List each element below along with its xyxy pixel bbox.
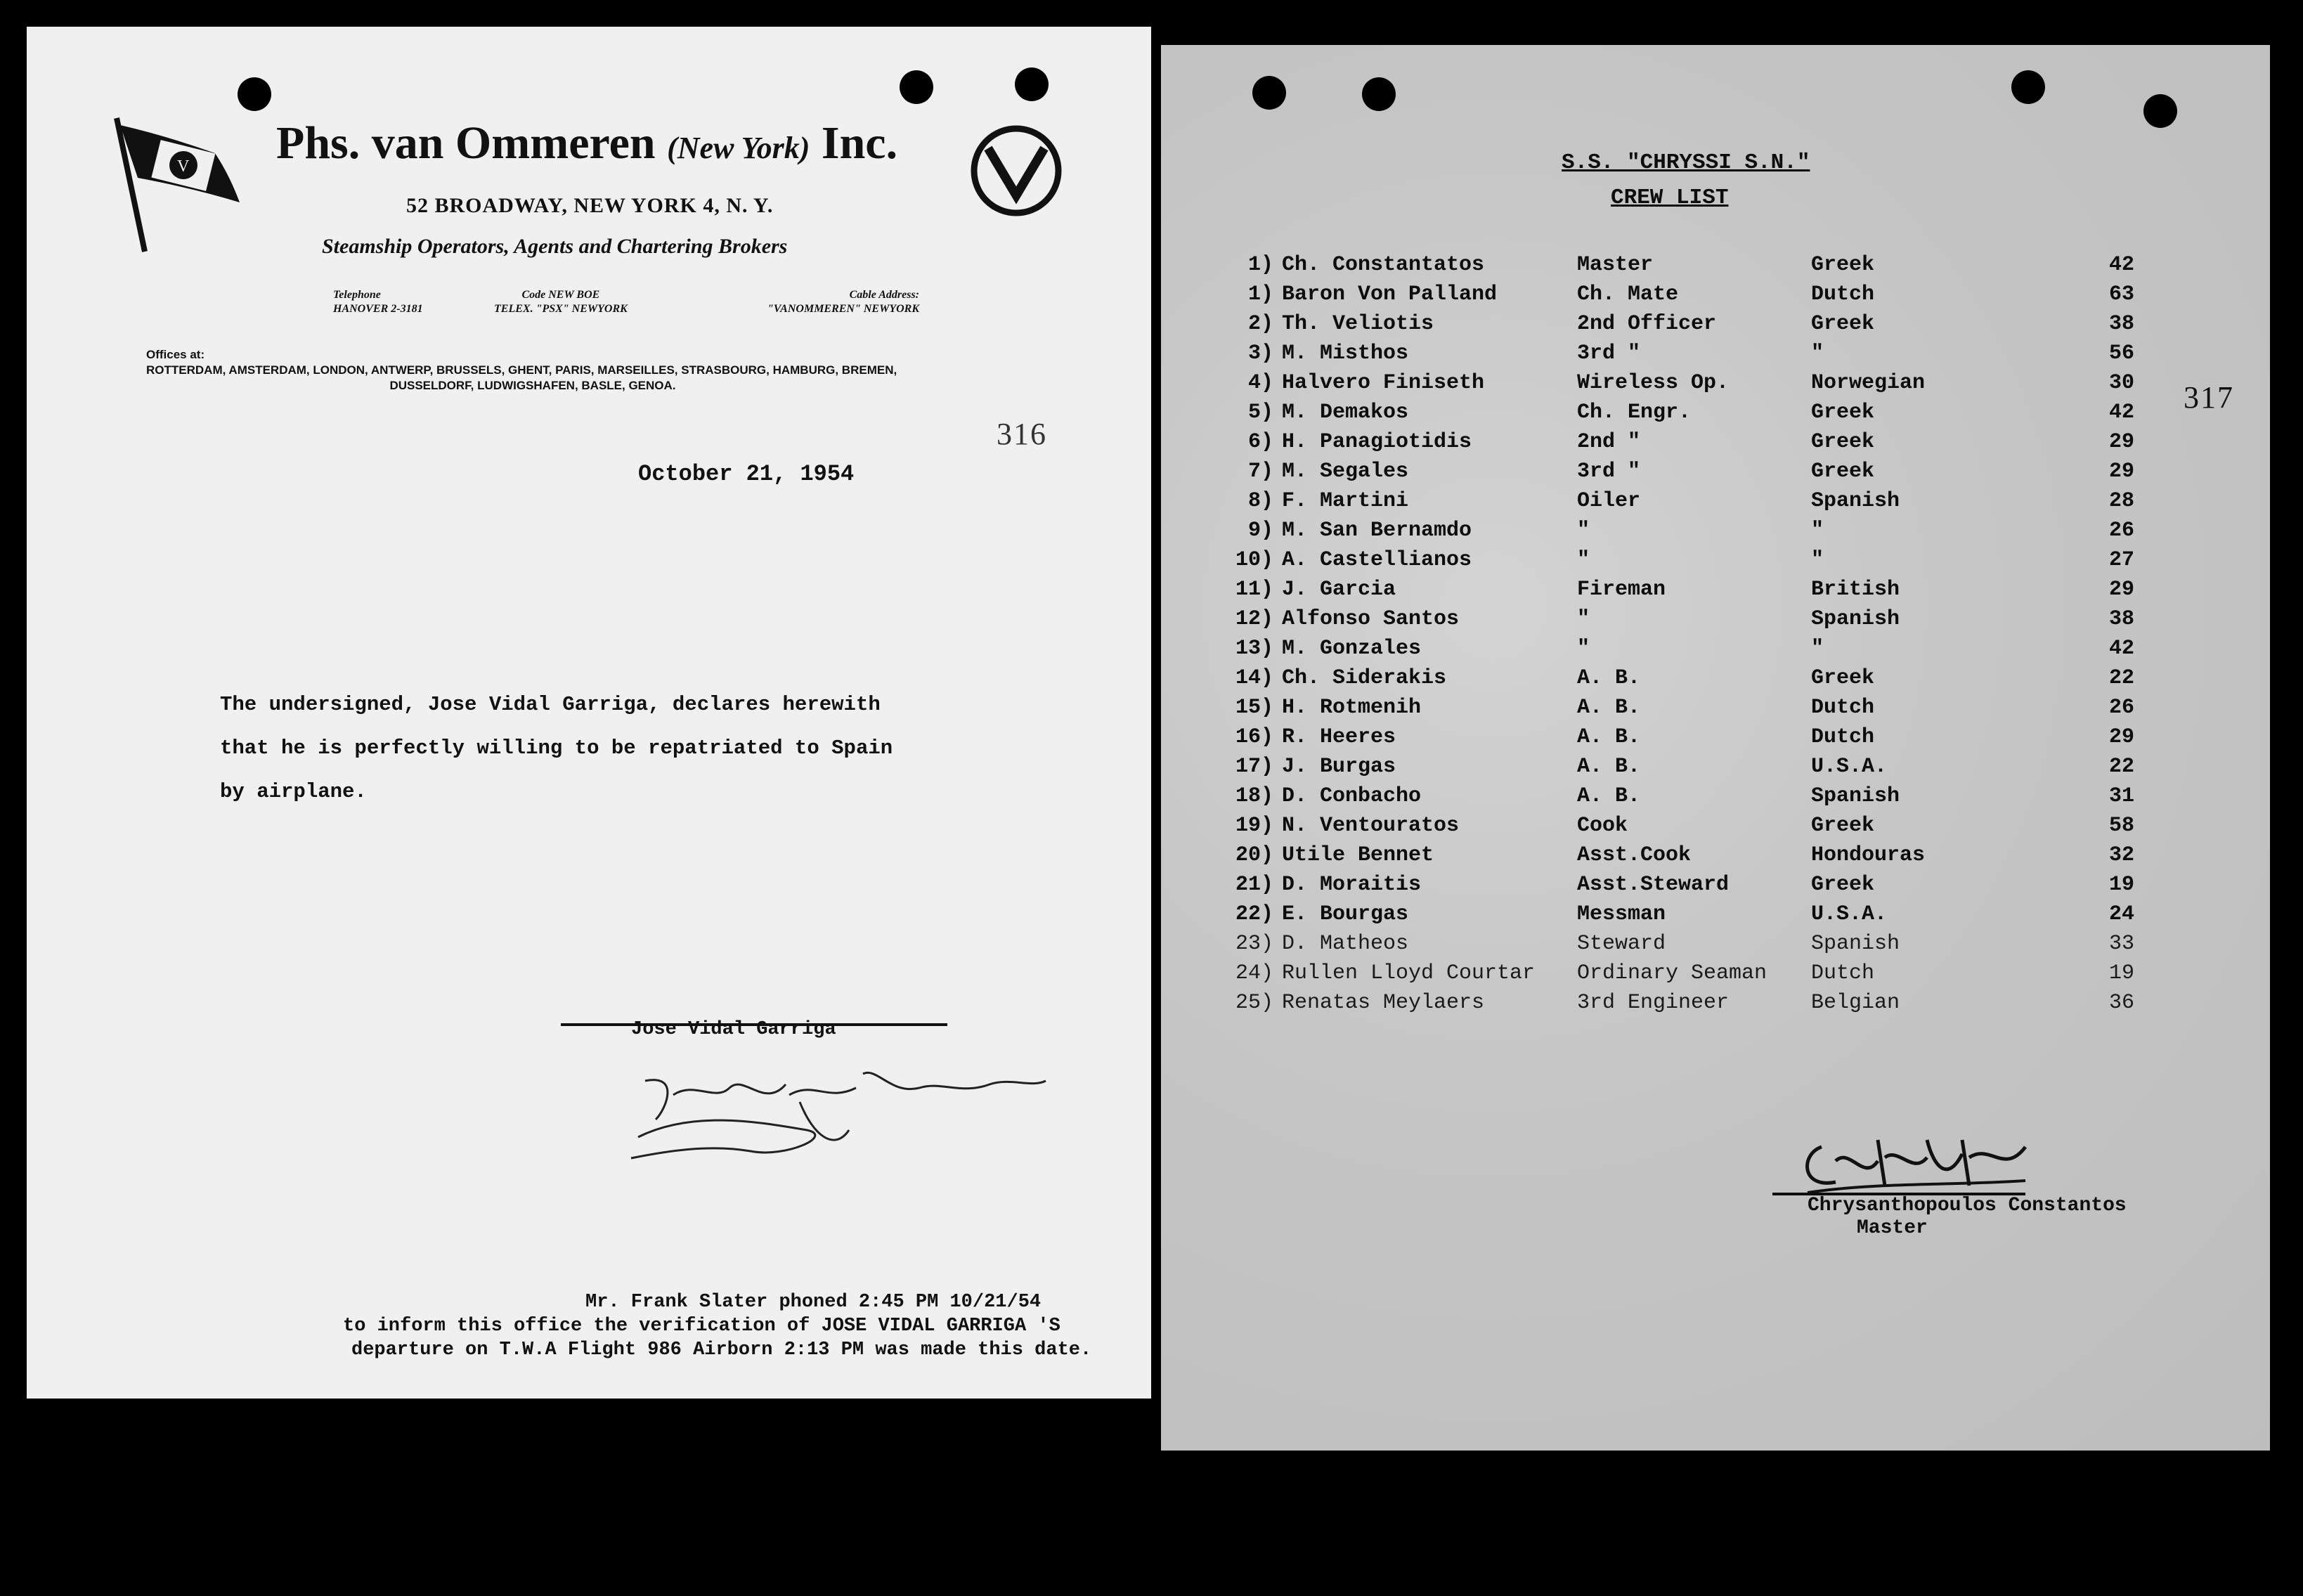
- company-name: [276, 117, 979, 170]
- crew-rank: Wireless Op.: [1577, 371, 1730, 395]
- body-line: that he is perfectly willing to be repatriated to Spain: [220, 737, 893, 760]
- crew-name: F. Martini: [1282, 489, 1409, 513]
- punch-hole: [1252, 76, 1286, 110]
- ship-title: S.S. "CHRYSSI S.N.": [1562, 150, 1810, 175]
- master-name: Chrysanthopoulos Constantos: [1808, 1195, 2127, 1217]
- crew-nationality: Dutch: [1811, 725, 1875, 749]
- crew-number: 3): [1247, 342, 1273, 365]
- crew-number: 23): [1235, 932, 1273, 956]
- crew-row: [1161, 401, 2270, 429]
- crew-nationality: Spanish: [1811, 932, 1900, 956]
- crew-rank: A. B.: [1577, 755, 1641, 779]
- crew-rank: 2nd Officer: [1577, 312, 1717, 336]
- crew-row: [1161, 430, 2270, 458]
- crew-nationality: U.S.A.: [1811, 902, 1888, 926]
- crew-age: 24: [2108, 902, 2134, 926]
- crew-number: 19): [1235, 814, 1273, 838]
- crew-row: [1161, 342, 2270, 370]
- crew-nationality: Spanish: [1811, 607, 1900, 631]
- crew-name: M. Misthos: [1282, 342, 1409, 365]
- crew-age: 29: [2108, 578, 2134, 602]
- crew-rank: ": [1577, 519, 1590, 543]
- company-address: 52 BROADWAY, NEW YORK 4, N. Y.: [406, 194, 774, 217]
- crew-age: 36: [2108, 991, 2134, 1015]
- crew-number: 5): [1247, 401, 1273, 424]
- crew-row: [1161, 843, 2270, 871]
- company-main: Phs. van Ommeren: [276, 117, 656, 169]
- crew-nationality: ": [1811, 548, 1824, 572]
- verification-note-line: to inform this office the verification of JOSE VIDAL GARRIGA 'S: [343, 1316, 1060, 1337]
- telex-block: [494, 288, 628, 316]
- telephone-value: HANOVER 2-3181: [333, 303, 423, 315]
- crew-rank: Ordinary Seaman: [1577, 961, 1767, 985]
- crew-age: 63: [2108, 283, 2134, 306]
- crew-rank: Cook: [1577, 814, 1628, 838]
- page-number: 316: [997, 417, 1047, 451]
- crew-row: [1161, 696, 2270, 724]
- crew-rank: Master: [1577, 253, 1654, 277]
- crew-number: 25): [1235, 991, 1273, 1015]
- crew-rank: ": [1577, 637, 1590, 661]
- company-flag-logo: [89, 97, 250, 259]
- crew-name: D. Conbacho: [1282, 784, 1422, 808]
- crew-rank: Asst.Steward: [1577, 873, 1730, 897]
- company-location: (New York): [667, 131, 810, 165]
- crew-number: 16): [1235, 725, 1273, 749]
- crew-nationality: Hondouras: [1811, 843, 1926, 867]
- crew-nationality: ": [1811, 342, 1824, 365]
- crew-row: [1161, 873, 2270, 901]
- crew-row: [1161, 519, 2270, 547]
- crew-age: 27: [2108, 548, 2134, 572]
- crew-name: J. Garcia: [1282, 578, 1396, 602]
- crew-name: M. Demakos: [1282, 401, 1409, 424]
- crew-name: D. Matheos: [1282, 932, 1409, 956]
- crew-nationality: Greek: [1811, 814, 1875, 838]
- crew-number: 24): [1235, 961, 1273, 985]
- crew-row: [1161, 755, 2270, 783]
- crew-nationality: Greek: [1811, 460, 1875, 484]
- punch-hole: [2143, 94, 2177, 128]
- crew-name: Ch. Constantatos: [1282, 253, 1485, 277]
- crew-name: D. Moraitis: [1282, 873, 1422, 897]
- crew-nationality: Greek: [1811, 312, 1875, 336]
- punch-hole: [900, 70, 933, 104]
- crew-name: M. San Bernamdo: [1282, 519, 1472, 543]
- crew-number: 4): [1247, 371, 1273, 395]
- telephone-block: [333, 288, 423, 316]
- crew-nationality: Greek: [1811, 430, 1875, 454]
- crew-nationality: U.S.A.: [1811, 755, 1888, 779]
- crew-age: 38: [2108, 607, 2134, 631]
- crew-nationality: Greek: [1811, 873, 1875, 897]
- crew-rank: Asst.Cook: [1577, 843, 1692, 867]
- offices-label: Offices at:: [146, 348, 205, 361]
- crew-row: [1161, 489, 2270, 517]
- crew-row: [1161, 607, 2270, 635]
- crew-nationality: ": [1811, 637, 1824, 661]
- signatory-name: Jose Vidal Garriga: [631, 1019, 836, 1040]
- crew-number: 10): [1235, 548, 1273, 572]
- punch-hole: [2011, 70, 2045, 104]
- cable-label: Cable Address:: [849, 289, 919, 301]
- crew-name: Rullen Lloyd Courtar: [1282, 961, 1536, 985]
- handwritten-signature: [624, 1053, 1060, 1172]
- crew-rank: Messman: [1577, 902, 1666, 926]
- crew-name: A. Castellianos: [1282, 548, 1472, 572]
- crew-age: 42: [2108, 401, 2134, 424]
- crew-nationality: ": [1811, 519, 1824, 543]
- crew-rank: 2nd ": [1577, 430, 1641, 454]
- crew-name: N. Ventouratos: [1282, 814, 1460, 838]
- crew-age: 58: [2108, 814, 2134, 838]
- crew-nationality: Greek: [1811, 666, 1875, 690]
- offices-list: [146, 347, 1074, 394]
- crew-row: [1161, 784, 2270, 812]
- crew-age: 19: [2108, 961, 2134, 985]
- svg-text:V: V: [177, 157, 190, 176]
- crew-nationality: Dutch: [1811, 696, 1875, 720]
- crew-number: 17): [1235, 755, 1273, 779]
- punch-hole: [1362, 77, 1396, 111]
- crew-row: [1161, 371, 2270, 399]
- crew-row: [1161, 961, 2270, 990]
- company-suffix: Inc.: [821, 117, 898, 169]
- crew-number: 9): [1247, 519, 1273, 543]
- crew-row: [1161, 460, 2270, 488]
- crew-rank: A. B.: [1577, 666, 1641, 690]
- telex-value: TELEX. "PSX" NEWYORK: [494, 303, 628, 315]
- crew-number: 15): [1235, 696, 1273, 720]
- crew-name: Ch. Siderakis: [1282, 666, 1447, 690]
- crew-row: [1161, 666, 2270, 694]
- crew-row: [1161, 253, 2270, 281]
- crew-rank: A. B.: [1577, 784, 1641, 808]
- crew-list-sheet: [1161, 45, 2270, 1451]
- page-number: 317: [2184, 380, 2234, 415]
- crew-name: J. Burgas: [1282, 755, 1396, 779]
- crew-age: 33: [2108, 932, 2134, 956]
- letter-sheet: [27, 27, 1151, 1399]
- crew-row: [1161, 283, 2270, 311]
- offices-line: ROTTERDAM, AMSTERDAM, LONDON, ANTWERP, BRUSSELS, GHENT, PARIS, MARSEILLES, STRASBOURG, HAMBURG, BREMEN,: [146, 363, 897, 377]
- crew-age: 42: [2108, 253, 2134, 277]
- offices-line: DUSSELDORF, LUDWIGSHAFEN, BASLE, GENOA.: [389, 379, 676, 392]
- crew-age: 30: [2108, 371, 2134, 395]
- crew-age: 28: [2108, 489, 2134, 513]
- crew-number: 1): [1247, 283, 1273, 306]
- crew-age: 22: [2108, 755, 2134, 779]
- crew-row: [1161, 814, 2270, 842]
- telephone-label: Telephone: [333, 289, 381, 301]
- code-label: Code NEW BOE: [521, 289, 600, 301]
- master-title: Master: [1857, 1217, 1928, 1239]
- crew-row: [1161, 725, 2270, 753]
- crew-rank: Ch. Engr.: [1577, 401, 1692, 424]
- crew-number: 12): [1235, 607, 1273, 631]
- crew-name: Halvero Finiseth: [1282, 371, 1485, 395]
- crew-rank: Steward: [1577, 932, 1666, 956]
- crew-nationality: Spanish: [1811, 489, 1900, 513]
- crew-rank: Oiler: [1577, 489, 1641, 513]
- crew-number: 13): [1235, 637, 1273, 661]
- crew-row: [1161, 312, 2270, 340]
- crew-name: M. Gonzales: [1282, 637, 1422, 661]
- crew-row: [1161, 578, 2270, 606]
- crew-number: 8): [1247, 489, 1273, 513]
- crew-number: 18): [1235, 784, 1273, 808]
- crew-name: Baron Von Palland: [1282, 283, 1498, 306]
- crew-row: [1161, 932, 2270, 960]
- crew-number: 1): [1247, 253, 1273, 277]
- cable-block: [722, 288, 919, 316]
- crew-age: 29: [2108, 460, 2134, 484]
- crew-age: 26: [2108, 696, 2134, 720]
- crew-nationality: Greek: [1811, 253, 1875, 277]
- crew-age: 38: [2108, 312, 2134, 336]
- crew-rank: 3rd ": [1577, 460, 1641, 484]
- crew-age: 29: [2108, 725, 2134, 749]
- crew-name: H. Panagiotidis: [1282, 430, 1472, 454]
- crew-number: 14): [1235, 666, 1273, 690]
- master-signature: [1793, 1119, 2032, 1203]
- crew-number: 20): [1235, 843, 1273, 867]
- crew-age: 29: [2108, 430, 2134, 454]
- crew-rank: A. B.: [1577, 696, 1641, 720]
- crew-nationality: Spanish: [1811, 784, 1900, 808]
- crew-list-title: CREW LIST: [1611, 186, 1729, 210]
- crew-rank: Ch. Mate: [1577, 283, 1679, 306]
- crew-name: M. Segales: [1282, 460, 1409, 484]
- crew-row: [1161, 902, 2270, 930]
- verification-note-line: Mr. Frank Slater phoned 2:45 PM 10/21/54: [585, 1292, 1042, 1313]
- punch-hole: [1015, 67, 1049, 101]
- crew-row: [1161, 637, 2270, 665]
- crew-rank: 3rd ": [1577, 342, 1641, 365]
- crew-number: 2): [1247, 312, 1273, 336]
- crew-rank: ": [1577, 607, 1590, 631]
- crew-name: Th. Veliotis: [1282, 312, 1434, 336]
- verification-note-line: departure on T.W.A Flight 986 Airborn 2:13 PM was made this date.: [351, 1339, 1092, 1361]
- crew-rank: A. B.: [1577, 725, 1641, 749]
- crew-name: R. Heeres: [1282, 725, 1396, 749]
- crew-name: Renatas Meylaers: [1282, 991, 1485, 1015]
- crew-row: [1161, 991, 2270, 1019]
- crew-nationality: Dutch: [1811, 283, 1875, 306]
- crew-age: 42: [2108, 637, 2134, 661]
- crew-name: E. Bourgas: [1282, 902, 1409, 926]
- crew-age: 56: [2108, 342, 2134, 365]
- body-line: by airplane.: [220, 780, 367, 803]
- crew-age: 32: [2108, 843, 2134, 867]
- crew-nationality: Dutch: [1811, 961, 1875, 985]
- crew-row: [1161, 548, 2270, 576]
- crew-nationality: British: [1811, 578, 1900, 602]
- crew-name: Alfonso Santos: [1282, 607, 1460, 631]
- crew-nationality: Greek: [1811, 401, 1875, 424]
- crew-age: 22: [2108, 666, 2134, 690]
- crew-age: 31: [2108, 784, 2134, 808]
- crew-name: Utile Bennet: [1282, 843, 1434, 867]
- crew-nationality: Norwegian: [1811, 371, 1926, 395]
- letter-date: October 21, 1954: [638, 461, 855, 487]
- crew-number: 22): [1235, 902, 1273, 926]
- crew-number: 11): [1235, 578, 1273, 602]
- crew-number: 6): [1247, 430, 1273, 454]
- crew-number: 7): [1247, 460, 1273, 484]
- cable-value: "VANOMMEREN" NEWYORK: [767, 303, 919, 315]
- body-line: The undersigned, Jose Vidal Garriga, declares herewith: [220, 693, 881, 716]
- crew-rank: Fireman: [1577, 578, 1666, 602]
- crew-age: 26: [2108, 519, 2134, 543]
- crew-rank: 3rd Engineer: [1577, 991, 1730, 1015]
- v-circle-logo: [967, 122, 1065, 220]
- crew-number: 21): [1235, 873, 1273, 897]
- crew-name: H. Rotmenih: [1282, 696, 1422, 720]
- crew-nationality: Belgian: [1811, 991, 1900, 1015]
- crew-age: 19: [2108, 873, 2134, 897]
- company-tagline: Steamship Operators, Agents and Chartering Brokers: [322, 235, 788, 258]
- crew-rank: ": [1577, 548, 1590, 572]
